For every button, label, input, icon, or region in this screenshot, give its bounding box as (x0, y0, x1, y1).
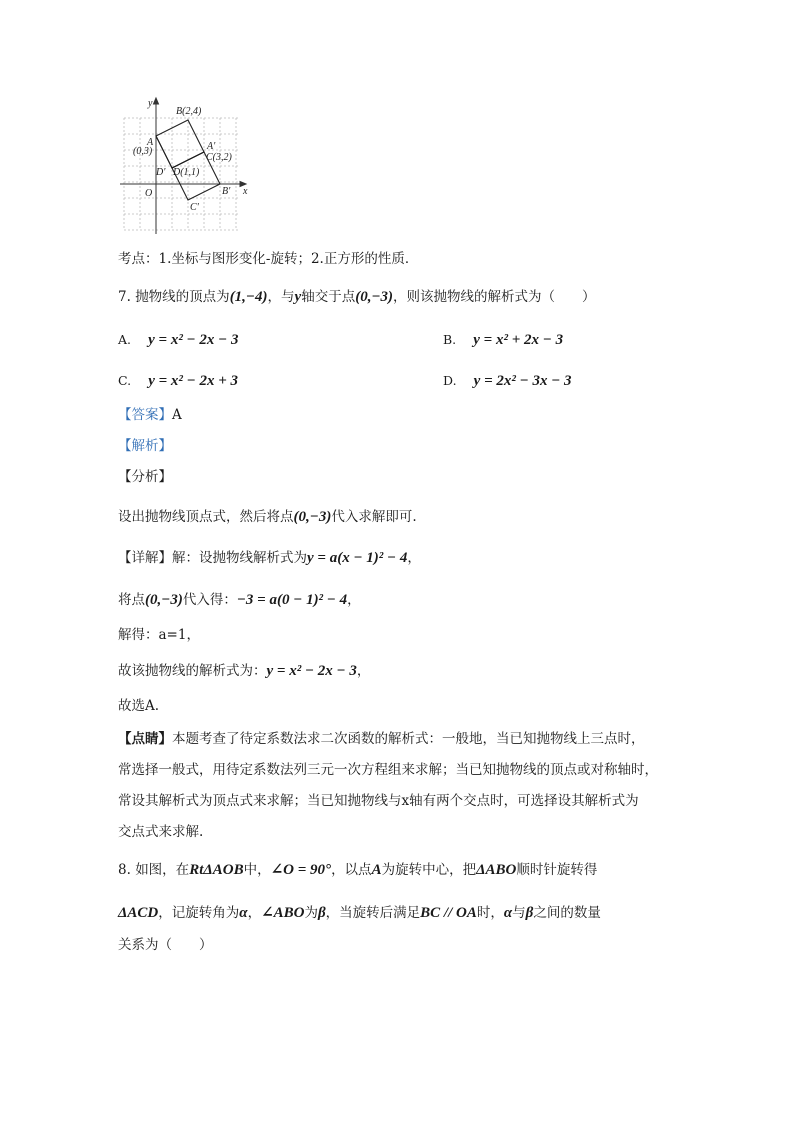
sub-text-3: ， (347, 592, 361, 608)
fenxi-text-2: 代入求解即可. (331, 509, 417, 525)
dianjing-line-3: 常设其解析式为顶点式来求解；当已知抛物线与x轴有两个交点时，可选择设其解析式为 (118, 793, 639, 809)
q8-line-1 (118, 861, 597, 879)
solve-line: 解得：a=1， (118, 627, 200, 643)
q8-tri1: RtΔAOB (189, 862, 244, 878)
jiexi-tag: 【解析】 (118, 438, 172, 454)
q8-text-10: 时， (476, 905, 504, 921)
option-d (443, 370, 572, 390)
kaodian-line: 考点：1.坐标与图形变化-旋转；2.正方形的性质． (118, 251, 419, 267)
option-d-label: D. (443, 373, 457, 388)
option-c-label: C. (118, 373, 132, 388)
point-c-label: C(3,2) (206, 152, 232, 163)
axis-y-label: y (148, 98, 153, 109)
q8-beta: β (317, 905, 326, 921)
result-line (118, 662, 370, 680)
q7-text-4: ，则该抛物线的解析式为（ ） (393, 289, 596, 305)
q7-text-3: 轴交于点 (301, 289, 356, 305)
q8-text-5: 顺时针旋转得 (516, 862, 598, 878)
q8-text-7: ， (247, 905, 262, 921)
q7-text-2: ，与 (267, 289, 295, 305)
option-c-expr: y = x² − 2x + 3 (148, 373, 239, 389)
dianjing-text-1: 本题考查了待定系数法求二次函数的解析式：一般地，当已知抛物线上三点时， (172, 731, 645, 747)
axis-x-label: x (243, 186, 248, 197)
option-b-expr: y = x² + 2x − 3 (473, 332, 564, 348)
sub-text-2: 代入得： (182, 592, 237, 608)
xiangjie-text-1: 解：设抛物线解析式为 (172, 550, 307, 566)
xiangjie-text-2: ， (407, 550, 421, 566)
point-d-label: D(1,1) (173, 167, 200, 178)
origin-label: O (145, 188, 153, 199)
answer-value: A (172, 407, 182, 423)
sub-point: (0,−3) (145, 592, 183, 608)
q8-text-6: ，记旋转角为 (158, 905, 240, 921)
q8-line-2 (118, 904, 601, 922)
substitute-line (118, 591, 361, 609)
q8-text-11: 与 (512, 905, 526, 921)
answer-line (118, 406, 182, 424)
q7-vertex: (1,−4) (229, 289, 268, 305)
point-aprime-label: A' (207, 141, 216, 152)
result-text-2: ， (356, 663, 371, 679)
point-b-label: B(2,4) (176, 106, 202, 117)
option-b (443, 329, 563, 349)
result-text-1: 故该抛物线的解析式为： (118, 663, 267, 679)
xiangjie-tag: 【详解】 (118, 550, 172, 566)
q8-point-a: A (371, 862, 382, 878)
q8-text-3: ，以点 (331, 862, 372, 878)
fenxi-tag: 【分析】 (118, 469, 172, 485)
q7-yaxis: y (294, 289, 302, 305)
axes (120, 98, 246, 234)
dianjing-line-4: 交点式来求解. (118, 824, 204, 840)
point-cprime-label: C' (190, 202, 199, 213)
q8-text-1: 如图，在 (135, 862, 190, 878)
result-expr: y = x² − 2x − 3 (266, 663, 357, 679)
option-c (118, 370, 238, 390)
q7-point: (0,−3) (355, 289, 394, 305)
fenxi-point: (0,−3) (293, 509, 332, 525)
fenxi-text-1: 设出抛物线顶点式，然后将点 (118, 509, 294, 525)
q8-angle: ∠O = 90° (270, 862, 332, 878)
point-a03-label: (0,3) (133, 146, 153, 157)
option-a-expr: y = x² − 2x − 3 (148, 332, 239, 348)
q8-alpha-2: α (503, 905, 513, 921)
choose-line: 故选A. (118, 698, 160, 714)
option-a (118, 329, 239, 349)
xiangjie-line (118, 549, 421, 567)
q8-angle-abo: ∠ABO (261, 905, 305, 921)
q7-stem (118, 288, 596, 306)
q7-text-1: 抛物线的顶点为 (135, 289, 230, 305)
q7-number: 7. (118, 289, 131, 305)
q8-text-2: 中， (243, 862, 271, 878)
square-abcd (156, 120, 204, 168)
q8-beta-2: β (525, 905, 534, 921)
q8-text-12: 之间的数量 (533, 905, 601, 921)
xiangjie-expr: y = a(x − 1)² − 4 (307, 550, 408, 566)
q8-tri2: ΔABO (476, 862, 517, 878)
option-a-label: A. (118, 332, 132, 347)
q8-number: 8. (118, 862, 131, 878)
dianjing-line-2: 常选择一般式，用待定系数法列三元一次方程组来求解；当已知抛物线的顶点或对称轴时， (118, 762, 658, 778)
point-bprime-label: B' (222, 186, 231, 197)
option-d-expr: y = 2x² − 3x − 3 (473, 373, 572, 389)
q8-parallel: BC // OA (420, 905, 477, 921)
q8-alpha: α (239, 905, 248, 921)
q8-text-9: ，当旋转后满足 (325, 905, 421, 921)
q8-text-8: 为 (304, 905, 318, 921)
point-dprime-label: D' (156, 167, 166, 178)
rotation-figure (118, 94, 250, 236)
q8-text-4: 为旋转中心，把 (381, 862, 477, 878)
q8-line-3: 关系为（ ） (118, 937, 213, 953)
option-b-label: B. (443, 332, 457, 347)
dianjing-tag: 【点睛】 (118, 731, 172, 747)
dianjing-line-1 (118, 730, 645, 748)
sub-expr: −3 = a(0 − 1)² − 4 (236, 592, 348, 608)
q8-tri3: ΔACD (118, 905, 159, 921)
fenxi-text (118, 508, 417, 526)
answer-tag: 【答案】 (118, 407, 172, 423)
sub-text-1: 将点 (118, 592, 145, 608)
point-a-label: A (147, 137, 154, 148)
